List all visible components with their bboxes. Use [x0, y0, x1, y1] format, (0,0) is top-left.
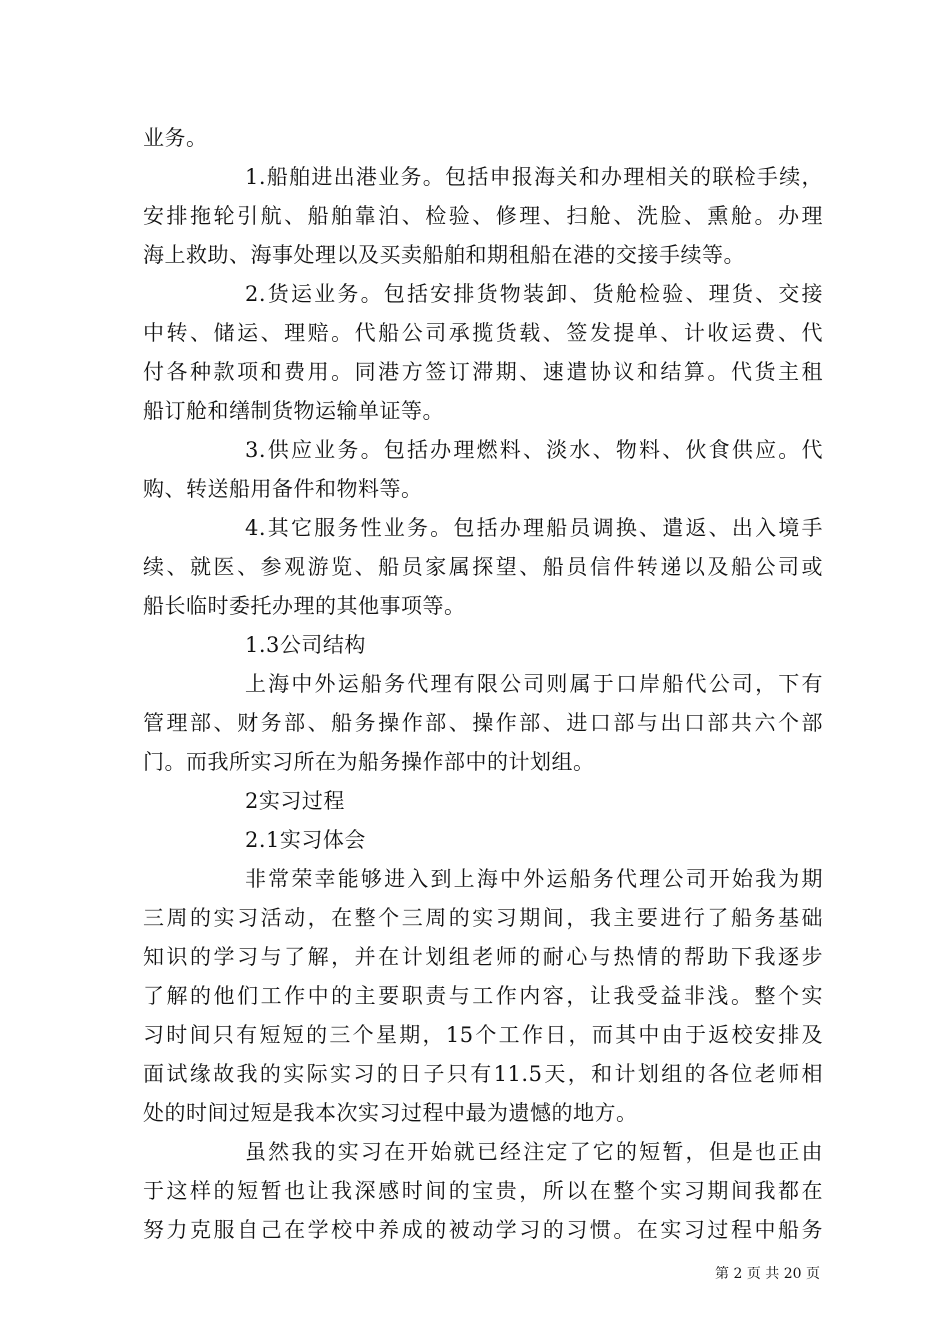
body-text-line: 门。而我所实习所在为船务操作部中的计划组。: [143, 750, 595, 774]
body-text-line: 续、就医、参观游览、船员家属探望、船员信件转递以及船公司或: [143, 555, 823, 579]
section-heading: 2.1实习体会: [245, 828, 366, 852]
body-text-line: 购、转送船用备件和物料等。: [143, 477, 423, 501]
body-text-line: 非常荣幸能够进入到上海中外运船务代理公司开始我为期: [245, 867, 823, 891]
body-text-line: 于这样的短暂也让我深感时间的宝贵，所以在整个实习期间我都在: [143, 1179, 823, 1203]
page-number-footer: 第 2 页 共 20 页: [715, 1266, 820, 1282]
section-heading: 2实习过程: [245, 789, 345, 813]
body-text-line: 管理部、财务部、船务操作部、操作部、进口部与出口部共六个部: [143, 711, 823, 735]
body-text-line: 1.船舶进出港业务。包括申报海关和办理相关的联检手续，: [245, 165, 823, 189]
body-text-line: 努力克服自己在学校中养成的被动学习的习惯。在实习过程中船务: [143, 1218, 823, 1242]
body-text-line: 处的时间过短是我本次实习过程中最为遗憾的地方。: [143, 1101, 638, 1125]
section-heading: 1.3公司结构: [245, 633, 366, 657]
body-text-line: 习时间只有短短的三个星期，15个工作日，而其中由于返校安排及: [143, 1023, 823, 1047]
body-text-line: 了解的他们工作中的主要职责与工作内容，让我受益非浅。整个实: [143, 984, 823, 1008]
body-text-line: 上海中外运船务代理有限公司则属于口岸船代公司，下有: [245, 672, 823, 696]
body-text-line: 安排拖轮引航、船舶靠泊、检验、修理、扫舱、洗脸、熏舱。办理: [143, 204, 823, 228]
body-text-line: 海上救助、海事处理以及买卖船舶和期租船在港的交接手续等。: [143, 243, 745, 267]
body-text-line: 知识的学习与了解，并在计划组老师的耐心与热情的帮助下我逐步: [143, 945, 823, 969]
body-text-line: 付各种款项和费用。同港方签订滞期、速遣协议和结算。代货主租: [143, 360, 823, 384]
body-text-line: 船订舱和缮制货物运输单证等。: [143, 399, 444, 423]
body-text-line: 中转、储运、理赔。代船公司承揽货载、签发提单、计收运费、代: [143, 321, 823, 345]
body-text-line: 4.其它服务性业务。包括办理船员调换、遣返、出入境手: [245, 516, 823, 540]
body-text-line: 3.供应业务。包括办理燃料、淡水、物料、伙食供应。代: [245, 438, 823, 462]
body-text-line: 2.货运业务。包括安排货物装卸、货舱检验、理货、交接: [245, 282, 823, 306]
body-text-line: 虽然我的实习在开始就已经注定了它的短暂，但是也正由: [245, 1140, 823, 1164]
body-text-line: 三周的实习活动，在整个三周的实习期间，我主要进行了船务基础: [143, 906, 823, 930]
body-text-line: 面试缘故我的实际实习的日子只有11.5天，和计划组的各位老师相: [143, 1062, 823, 1086]
body-text-line: 业务。: [143, 126, 208, 150]
body-text-line: 船长临时委托办理的其他事项等。: [143, 594, 466, 618]
